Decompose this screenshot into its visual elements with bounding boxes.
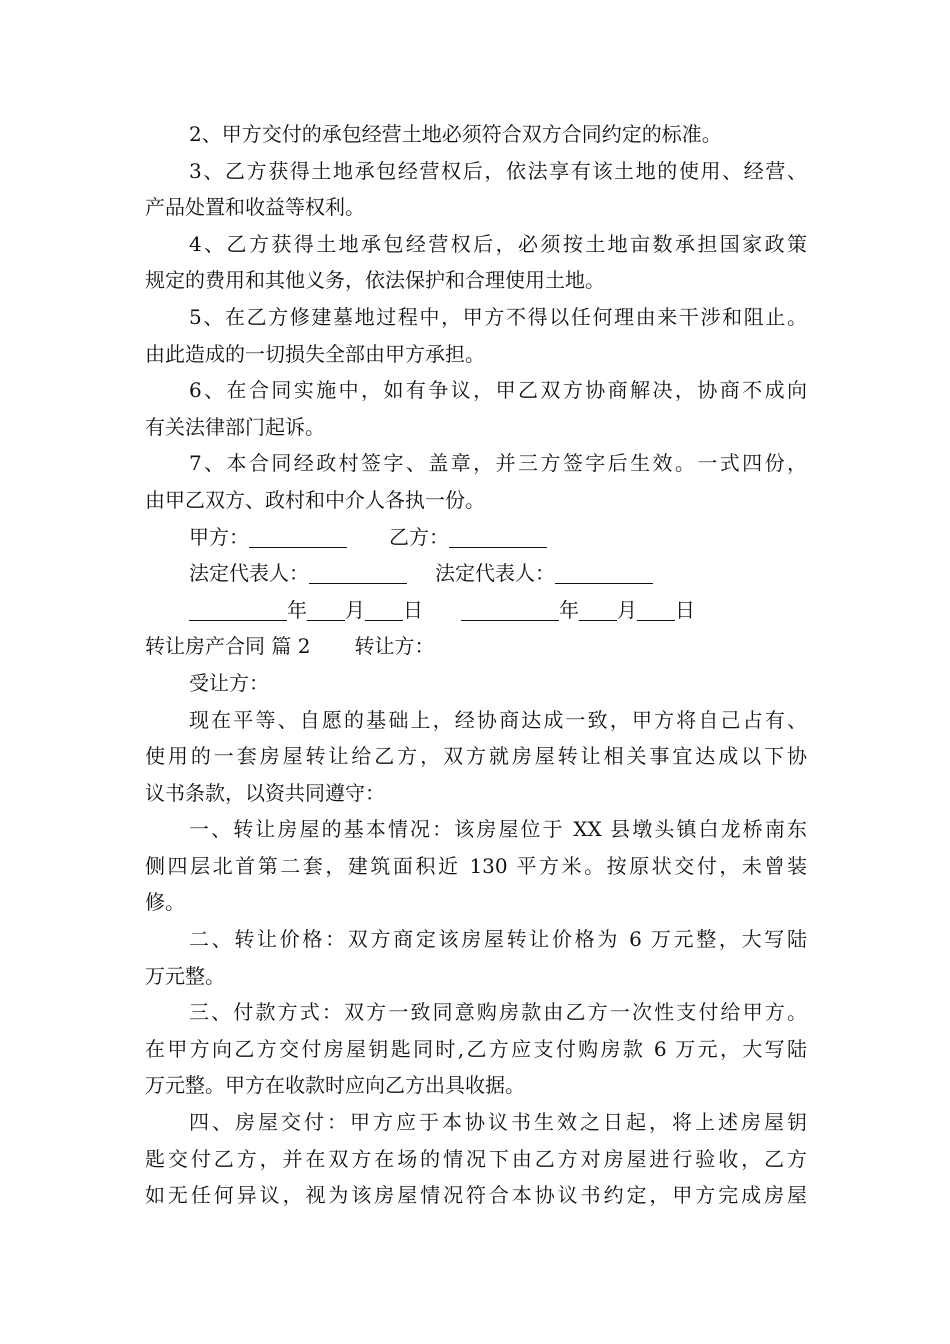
article-4-line-1: 四、房屋交付：甲方应于本协议书生效之日起，将上述房屋钥 — [189, 1110, 807, 1135]
article-1-line-1: 一、转让房屋的基本情况：该房屋位于 XX 县墩头镇白龙桥南东 — [189, 817, 807, 842]
signature-dates — [145, 592, 807, 629]
party-a-label: 甲方： — [189, 524, 249, 549]
article-1-line-2: 侧四层北首第二套，建筑面积近 130 平方米。按原状交付，未曾装 — [145, 853, 807, 878]
signature-parties — [145, 519, 807, 556]
article-1-line-3: 修。 — [145, 890, 185, 915]
clause-3-line-2: 产品处置和收益等权利。 — [145, 195, 365, 220]
date-b-year-blank — [461, 596, 559, 621]
date-b-day-blank — [637, 596, 675, 621]
contract-body — [145, 116, 807, 1214]
intro-line-3: 议书条款，以资共同遵守： — [145, 780, 385, 805]
date-a-month-blank — [307, 596, 345, 621]
article-4-line-3: 如无任何异议，视为该房屋情况符合本协议书约定，甲方完成房屋 — [145, 1183, 807, 1208]
date-b-month-label: 月 — [617, 597, 637, 622]
article-4-line-2: 匙交付乙方，并在双方在场的情况下由乙方对房屋进行验收，乙方 — [145, 1146, 807, 1171]
rep-b-label: 法定代表人： — [435, 561, 555, 586]
section-2-heading-row — [145, 628, 807, 665]
clause-4-line-2: 规定的费用和其他义务，依法保护和合理使用土地。 — [145, 268, 605, 293]
article-2-line-2: 万元整。 — [145, 963, 225, 988]
date-a-year-label: 年 — [287, 597, 307, 622]
clause-4-line-1: 4、乙方获得土地承包经营权后，必须按土地亩数承担国家政策 — [189, 231, 807, 256]
date-a-year-blank — [189, 596, 287, 621]
article-3-line-1: 三、付款方式：双方一致同意购房款由乙方一次性支付给甲方。 — [189, 1000, 807, 1025]
intro-line-2: 使用的一套房屋转让给乙方，双方就房屋转让相关事宜达成以下协 — [145, 744, 807, 769]
date-b-month-blank — [579, 596, 617, 621]
article-2-line-1: 二、转让价格：双方商定该房屋转让价格为 6 万元整，大写陆 — [189, 927, 807, 952]
section-2-heading: 转让房产合同 篇 2 — [145, 634, 311, 659]
transferor-label: 转让方： — [354, 634, 435, 659]
date-a-day-blank — [365, 596, 403, 621]
party-b-blank — [449, 523, 547, 548]
clause-3-line-1: 3、乙方获得土地承包经营权后，依法享有该土地的使用、经营、 — [189, 158, 807, 183]
signature-representatives — [145, 555, 807, 592]
rep-a-label: 法定代表人： — [189, 561, 309, 586]
transferee-label: 受让方： — [189, 670, 269, 695]
date-a-month-label: 月 — [345, 597, 365, 622]
article-3-line-3: 万元整。甲方在收款时应向乙方出具收据。 — [145, 1073, 525, 1098]
clause-5-line-1: 5、在乙方修建墓地过程中，甲方不得以任何理由来干涉和阻止。 — [189, 304, 807, 329]
date-b-year-label: 年 — [559, 597, 579, 622]
clause-5-line-2: 由此造成的一切损失全部由甲方承担。 — [145, 341, 485, 366]
party-a-blank — [249, 523, 347, 548]
party-b-label: 乙方： — [389, 524, 449, 549]
clause-2: 2、甲方交付的承包经营土地必须符合双方合同约定的标准。 — [189, 122, 722, 146]
date-a-day-label: 日 — [403, 597, 423, 622]
rep-b-blank — [555, 559, 653, 584]
date-b-day-label: 日 — [675, 597, 695, 622]
clause-7-line-1: 7、本合同经政村签字、盖章，并三方签字后生效。一式四份， — [189, 451, 807, 476]
clause-6-line-1: 6、在合同实施中，如有争议，甲乙双方协商解决，协商不成向 — [189, 378, 807, 403]
rep-a-blank — [309, 559, 407, 584]
intro-line-1: 现在平等、自愿的基础上，经协商达成一致，甲方将自己占有、 — [189, 707, 807, 732]
clause-6-line-2: 有关法律部门起诉。 — [145, 414, 325, 439]
clause-7-line-2: 由甲乙双方、政村和中介人各执一份。 — [145, 487, 485, 512]
article-3-line-2: 在甲方向乙方交付房屋钥匙同时,乙方应支付购房款 6 万元，大写陆 — [145, 1036, 807, 1061]
